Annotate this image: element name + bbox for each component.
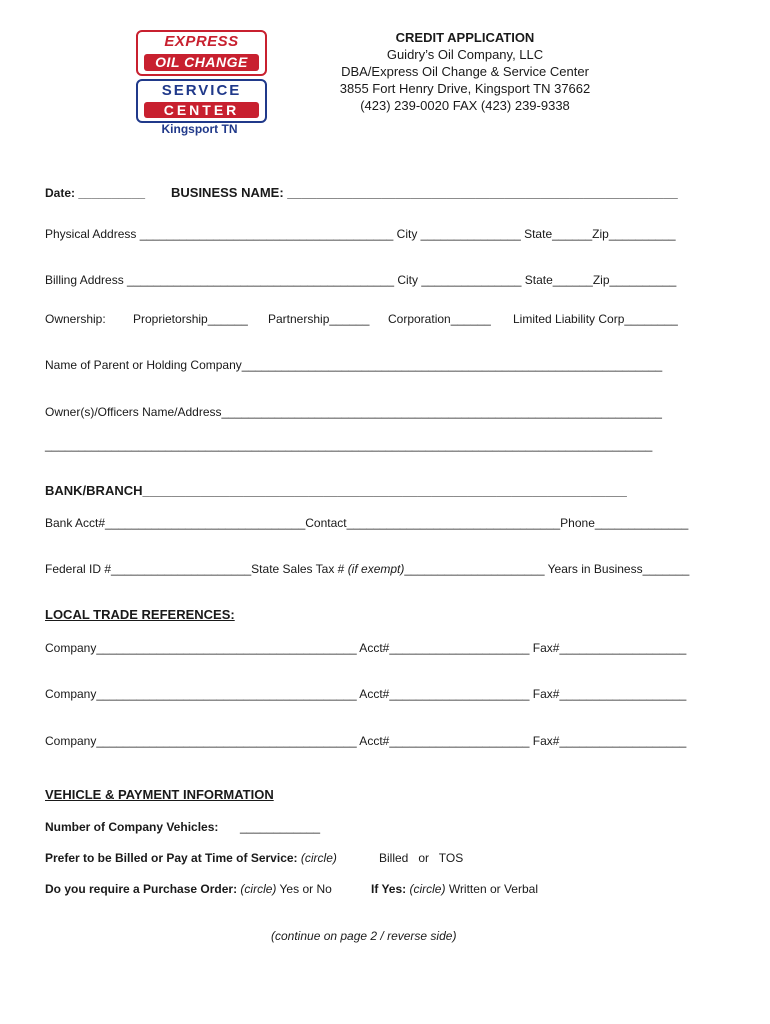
logo-text-express: EXPRESS: [164, 33, 239, 50]
owners-field-line2[interactable]: ___________________________________________________________________________________________: [45, 438, 653, 452]
billing-preference-options[interactable]: Billed or TOS: [379, 851, 464, 865]
trade-reference-row-2[interactable]: Company_______________________________________ Acct#_____________________ Fax#___________________: [45, 687, 687, 701]
if-yes-label: If Yes:: [371, 882, 407, 896]
circle-note: (circle): [240, 882, 277, 896]
ownership-proprietorship[interactable]: Proprietorship______: [133, 312, 248, 326]
federal-id-field[interactable]: [45, 562, 689, 576]
form-title: CREDIT APPLICATION: [395, 30, 535, 45]
billing-preference-row: [45, 851, 337, 865]
physical-address-field[interactable]: Physical Address ______________________________________ City _______________ State______Zip__________: [45, 227, 676, 241]
company-phone: (423) 239-0020 FAX (423) 239-9338: [360, 98, 570, 113]
trade-reference-row-1[interactable]: Company_______________________________________ Acct#_____________________ Fax#___________________: [45, 641, 687, 655]
parent-company-field[interactable]: Name of Parent or Holding Company_______________________________________________________________: [45, 358, 663, 372]
bank-account-field[interactable]: Bank Acct#______________________________Contact________________________________Phone______________: [45, 516, 689, 530]
purchase-order-label: Do you require a Purchase Order:: [45, 882, 238, 896]
purchase-order-options[interactable]: Yes or No: [279, 882, 332, 896]
ownership-partnership[interactable]: Partnership______: [268, 312, 370, 326]
if-yes-row: [371, 882, 538, 896]
ownership-label: Ownership:: [45, 312, 106, 326]
company-dba: DBA/Express Oil Change & Service Center: [341, 64, 589, 79]
circle-note: (circle): [409, 882, 446, 896]
logo-text-oil-change: OIL CHANGE: [144, 54, 259, 71]
date-field[interactable]: Date: __________: [45, 186, 146, 200]
federal-id-text: Federal ID #_____________________State Sales Tax #: [45, 562, 348, 576]
logo-express-oil-change: [136, 30, 267, 76]
if-yes-options[interactable]: Written or Verbal: [448, 882, 538, 896]
logo-city: Kingsport TN: [161, 122, 238, 136]
logo-text-service: SERVICE: [161, 82, 242, 99]
company-name: Guidry’s Oil Company, LLC: [386, 47, 544, 62]
logo-text-center: CENTER: [144, 102, 259, 118]
purchase-order-row: [45, 882, 332, 896]
company-address: 3855 Fort Henry Drive, Kingsport TN 37662: [339, 81, 591, 96]
if-exempt-note: (if exempt): [347, 562, 405, 576]
billing-address-field[interactable]: Billing Address ________________________________________ City _______________ State______Zip__________: [45, 273, 677, 287]
continue-note: (continue on page 2 / reverse side): [271, 929, 457, 943]
num-vehicles-label: Number of Company Vehicles:: [45, 820, 219, 834]
ownership-llc[interactable]: Limited Liability Corp________: [513, 312, 678, 326]
circle-note: (circle): [300, 851, 337, 865]
owners-field[interactable]: Owner(s)/Officers Name/Address__________________________________________________________________: [45, 405, 662, 419]
num-vehicles-field[interactable]: ____________: [240, 820, 321, 834]
bank-branch-field[interactable]: BANK/BRANCH___________________________________________________________________: [45, 483, 627, 498]
header-block: [330, 29, 600, 114]
logo-service-center: [136, 79, 267, 123]
trade-references-heading: LOCAL TRADE REFERENCES:: [45, 607, 235, 622]
vehicle-payment-heading: VEHICLE & PAYMENT INFORMATION: [45, 787, 274, 802]
years-in-business-text: _____________________ Years in Business_______: [404, 562, 690, 576]
ownership-corporation[interactable]: Corporation______: [388, 312, 491, 326]
trade-reference-row-3[interactable]: Company_______________________________________ Acct#_____________________ Fax#___________________: [45, 734, 687, 748]
billing-preference-label: Prefer to be Billed or Pay at Time of Service:: [45, 851, 298, 865]
business-name-field[interactable]: BUSINESS NAME: ______________________________________________________: [171, 185, 678, 200]
